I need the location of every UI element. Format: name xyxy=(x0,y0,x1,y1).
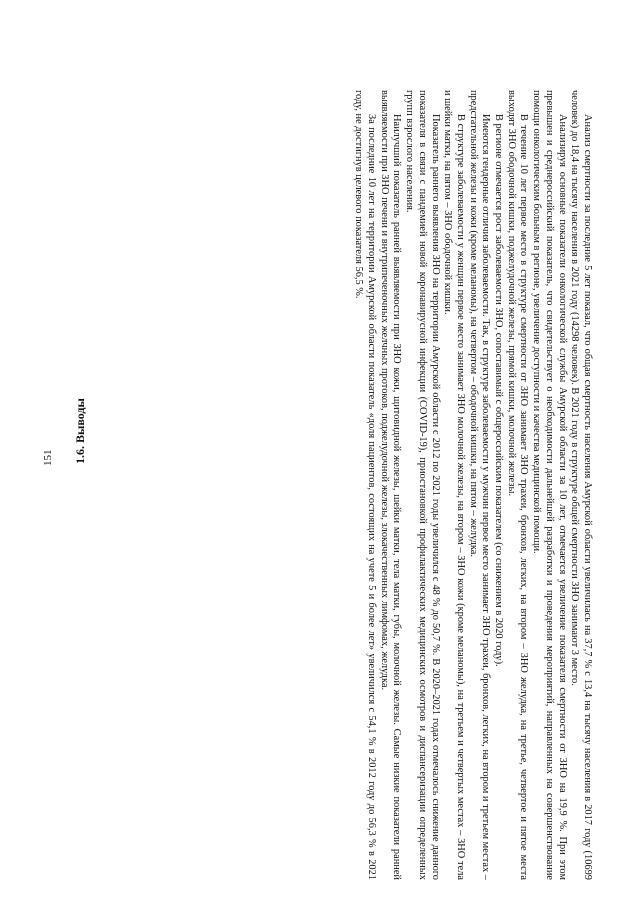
paragraph-oncology-service: Анализируя основные показатели онкологической службы Амурской области за 10 лет, отмечается увеличение показателя смертности от ЗНО на 19,9 %. При этом превышен и среднероссийский показатель, что свидетельствует о необходимости дальнейшей разработки и проведения мероприятий, направленных на совершенствование помощи онкологическим больным в регионе, увеличение доступности и качества медицинской помощи. xyxy=(531,90,568,880)
section-title: 1.6. Выводы xyxy=(73,398,87,464)
page-number: 151 xyxy=(42,449,54,466)
paragraph-gender-differences: Имеются гендерные отличия заболеваемости. Так, в структуре заболеваемости у мужчин первое место занимает ЗНО трахеи, бронхов, легких, на втором и третьем местах – предстательной железы и кожи (кроме меланомы), на четвертом – ободочной кишки, на пятом – желудка. xyxy=(467,90,492,880)
paragraph-mortality-analysis: Анализ смертности за последние 5 лет показал, что общая смертность населения Амурской области увеличилась на 37,7 % с 13,4 на тысячу населения в 2017 году (10699 человек) до 18,4 на тысячу населения в 2021 году (14298 человек). В 2021 году в структуре общей смертности ЗНО занимают 3 место. xyxy=(569,90,593,880)
paragraph-detection-rates: Наилучший показатель ранней выявляемости при ЗНО кожи, щитовидной железы, шейки матки, тела матки, губы, молочной железы. Самые низкие показатели ранней выявляемости при ЗНО печени и внутрипеченочных желчных протоков, поджелудочной железы, злокачественных лимфомах, желудка. xyxy=(378,90,403,880)
body-text xyxy=(352,90,593,880)
paragraph-five-year-registry: За последние 10 лет на территории Амурской области показатель «доля пациентов, состоящих на учете 5 и более лет» увеличился с 54,1 % в 2012 году до 56,3 % в 2021 году, не достигнув целевого показателя 56,5 %. xyxy=(353,90,378,880)
paragraph-mortality-structure: В течение 10 лет первое место в структуре смертности от ЗНО занимает ЗНО трахеи, бронхов, легких, на втором – ЗНО желудка, на третье, четвертое и пятое места выходят ЗНО ободочной кишки, поджелудочной железы, прямой кишки, молочной железы. xyxy=(505,90,530,880)
paragraph-incidence-growth: В регионе отмечается рост заболеваемости ЗНО, сопоставимый с общероссийским показателем (со снижением в 2020 году). xyxy=(493,114,505,667)
paragraph-women-structure: В структуре заболеваемости у женщин первое место занимает ЗНО молочной железы, на втором – ЗНО кожи (кроме меланомы), на третьем и четвертых местах – ЗНО тела и шейки матки, на пятом – ЗНО ободочной кишки. xyxy=(442,90,466,880)
paragraph-early-detection: Показатель раннего выявления ЗНО на территории Амурской области с 2012 по 2021 годы увеличился с 48 % до 50,7 %. В 2020–2021 годах отмечалось снижение данного показателя в связи с пандемией новой коронавирусной инфекции (COVID-19), приостановкой профилактических медицинских осмотров и диспансеризации определенных групп взрослого населения. xyxy=(404,90,441,880)
